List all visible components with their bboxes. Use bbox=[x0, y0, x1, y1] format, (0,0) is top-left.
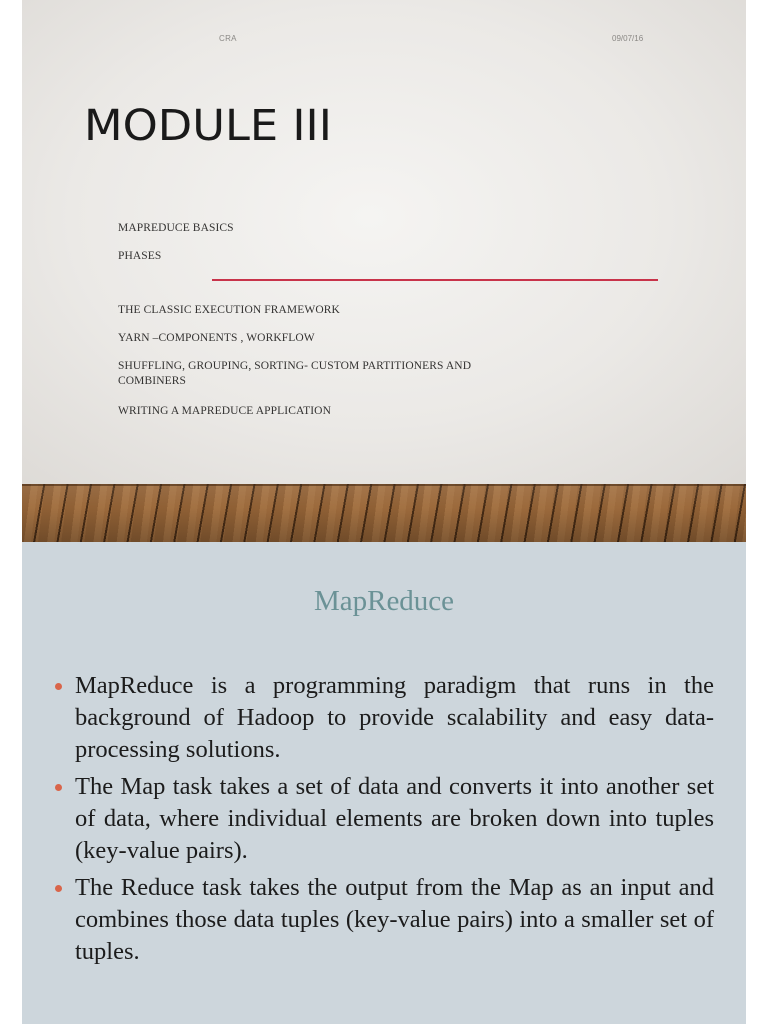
slide-header-author: CRA bbox=[219, 34, 237, 43]
topic-item: THE CLASSIC EXECUTION FRAMEWORK bbox=[118, 304, 340, 316]
wood-floor-decoration bbox=[22, 484, 746, 542]
topic-item: SHUFFLING, GROUPING, SORTING- CUSTOM PARTITIONERS AND COMBINERS bbox=[118, 360, 472, 387]
bullet-item bbox=[54, 670, 714, 766]
slide-module-overview bbox=[22, 0, 746, 542]
bullet-text: The Reduce task takes the output from the Map as an input and combines those data tuples (key-value pairs) into a smaller set of tuples. bbox=[75, 874, 714, 965]
slide-header-date: 09/07/16 bbox=[612, 34, 644, 43]
slide-mapreduce bbox=[22, 542, 746, 1024]
topic-item: PHASES bbox=[118, 250, 162, 262]
bullet-dot-icon bbox=[55, 784, 62, 791]
bullet-item bbox=[54, 872, 714, 968]
slide-title: MapReduce bbox=[313, 585, 455, 617]
topic-item: WRITING A MAPREDUCE APPLICATION bbox=[118, 405, 331, 417]
topic-item: MAPREDUCE BASICS bbox=[118, 222, 234, 234]
floor-edge-line bbox=[22, 484, 746, 486]
module-title: MODULE III bbox=[84, 101, 332, 151]
title-divider-line bbox=[212, 279, 658, 281]
bullet-dot-icon bbox=[55, 683, 62, 690]
topic-item: YARN –COMPONENTS , WORKFLOW bbox=[118, 332, 315, 344]
bullet-text: The Map task takes a set of data and converts it into another set of data, where individual elements are broken down into tuples (key-value pairs). bbox=[75, 773, 714, 864]
bullet-text: MapReduce is a programming paradigm that runs in the background of Hadoop to provide scalability and easy data-processing solutions. bbox=[75, 672, 714, 763]
bullet-dot-icon bbox=[55, 885, 62, 892]
bullet-item bbox=[54, 771, 714, 867]
bullet-list bbox=[54, 670, 714, 973]
